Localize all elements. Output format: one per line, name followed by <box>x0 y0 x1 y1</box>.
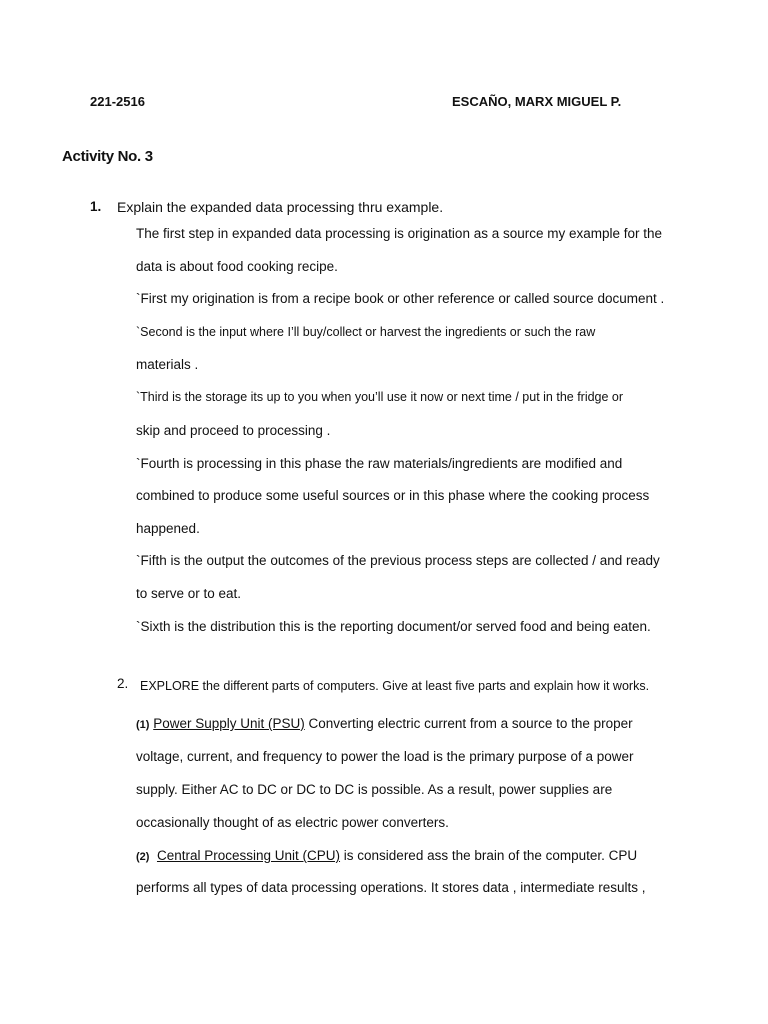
psu-term: Power Supply Unit (PSU) <box>153 716 305 731</box>
q2-line: occasionally thought of as electric power converters. <box>136 815 449 830</box>
q2-item-2-line <box>136 848 637 863</box>
item-text: is considered ass the brain of the computer. CPU <box>340 848 638 863</box>
q1-line: data is about food cooking recipe. <box>136 259 338 274</box>
q1-line: combined to produce some useful sources or in this phase where the cooking process <box>136 488 650 503</box>
activity-title: Activity No. 3 <box>62 148 153 165</box>
q2-line: performs all types of data processing operations. It stores data , intermediate results , <box>136 880 646 895</box>
q1-line: `Sixth is the distribution this is the reporting document/or served food and being eaten. <box>136 619 651 634</box>
q1-line: `Fourth is processing in this phase the raw materials/ingredients are modified and <box>136 456 623 471</box>
q1-line: The first step in expanded data processing is origination as a source my example for the <box>136 226 663 241</box>
question-1-text: Explain the expanded data processing thru example. <box>117 199 444 215</box>
q2-line: supply. Either AC to DC or DC to DC is possible. As a result, power supplies are <box>136 782 613 797</box>
q1-line: `Fifth is the output the outcomes of the previous process steps are collected / and ready <box>136 553 660 568</box>
q1-line: `Second is the input where I’ll buy/collect or harvest the ingredients or such the raw <box>136 325 596 339</box>
q2-line: voltage, current, and frequency to power the load is the primary purpose of a power <box>136 749 634 764</box>
q1-line: to serve or to eat. <box>136 586 242 601</box>
item-number: (2) <box>136 851 150 863</box>
q1-line: happened. <box>136 521 200 536</box>
item-number: (1) <box>136 719 150 731</box>
question-2-text: EXPLORE the different parts of computers. Give at least five parts and explain how it works. <box>140 679 650 693</box>
q1-line: skip and proceed to processing . <box>136 423 331 438</box>
student-id: 221-2516 <box>90 94 145 109</box>
cpu-term: Central Processing Unit (CPU) <box>156 848 341 863</box>
question-1-number: 1. <box>90 199 102 214</box>
q1-line: `Third is the storage its up to you when you’ll use it now or next time / put in the fridge or <box>136 390 624 404</box>
question-2-number: 2. <box>117 676 129 691</box>
student-name: ESCAÑO, MARX MIGUEL P. <box>452 94 622 109</box>
q2-item-1-line <box>136 716 633 731</box>
q1-line: materials . <box>136 357 199 372</box>
item-text: Converting electric current from a source to the proper <box>304 716 633 731</box>
q1-line: `First my origination is from a recipe book or other reference or called source document . <box>136 291 665 306</box>
